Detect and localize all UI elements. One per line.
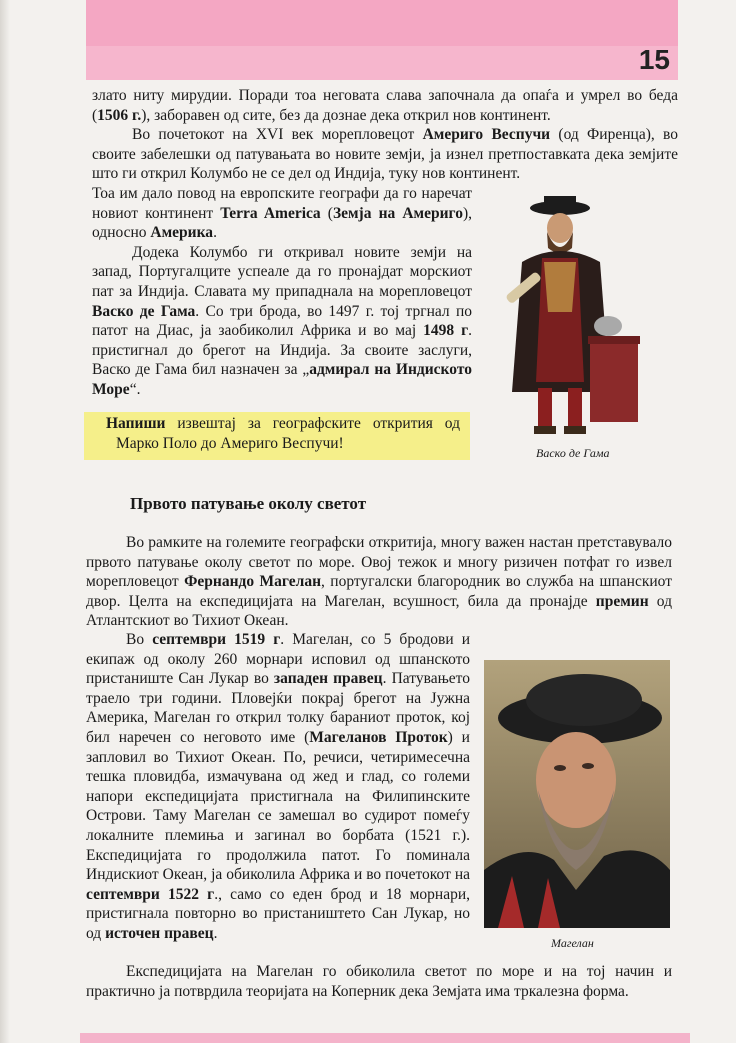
bold-term: Фернандо Магелан	[184, 573, 322, 591]
text-run: Во	[126, 631, 153, 648]
bold-term: Васко де Гама	[92, 302, 196, 320]
text-run: од Атлантскиот во Тихиот Океан.	[86, 592, 672, 630]
text-run: ., само со еден брод и 18 морнари, пристигнала повторно во пристаништето Сан Лукар, но од	[86, 885, 470, 942]
text-run: ) и запловил во Тихиот Океан. По, речиси, четиримесечна тешка пловидба, измачувана од жед и глад, со големи напори експедицијата пристигнала на Филипинските Острови. Таму Магелан се замешал во судирот помеѓу локалните племиња и загинал во борбата (1521 г.). Експедицијата го продолжила патот. Го поминала Индискиот Океан, ја обиколила Африка и во почетокот на	[86, 728, 470, 884]
magellan-portrait	[484, 660, 670, 928]
text-run: Тоа им дало повод на европските географи да го наречат новиот континент	[92, 185, 472, 222]
paragraph-columbus-end	[92, 86, 678, 184]
text-run: . Магелан, со 5 бродови и екипаж од околу 260 морнари исповил од шпанското пристаниште Сан Лукар во	[86, 631, 471, 688]
bold-term: 1506 г.	[97, 106, 142, 124]
text-run: . Патувањето траело три години. Пловејќи покрај брегот на Јужна Америка, Магелан го открил толку бараниот проток, кој бил наречен со неговото име (	[86, 670, 470, 746]
bold-term: Америго Веспучи	[422, 126, 551, 144]
vasco-da-gama-portrait	[492, 192, 642, 438]
text-run: . пристигнал до брегот на Индија. За своите заслуги, Васко де Гама бил назначен за „	[92, 322, 472, 379]
bold-term: септември 1519 г	[152, 631, 281, 648]
paragraph-conclusion	[86, 962, 672, 1001]
section-title: Првото патување околу светот	[130, 494, 367, 513]
portrait-caption-vasco: Васко де Гама	[536, 446, 610, 460]
text-run: Во рамките на големите географски откритија, многу важен настан претставувало првото патување околу светот по море. Овој тежок и многу ризичен потфат го извел морепловецот	[86, 534, 672, 591]
task-note-highlight	[84, 412, 470, 460]
paragraph-vespucci	[92, 125, 678, 184]
text-run: .	[213, 224, 217, 242]
paragraph-vasco-da-gama	[92, 243, 472, 400]
bold-term: Напиши	[106, 415, 166, 432]
paragraph-magellan-voyage	[86, 630, 470, 944]
bold-term: премин	[595, 592, 649, 610]
footer-band	[80, 1033, 690, 1043]
text-run: ), односно	[92, 204, 472, 242]
text-run: (од Фиренца), во своите забелешки од патувањата во новите земји, ја изнел претпоставката дека земјите што ги открил Колумбо не се дел од Индија, туку нов континент.	[92, 126, 678, 183]
bold-term: адмирал на Индиското Море	[92, 361, 472, 398]
text-run: Во почетокот на XVI век морепловецот	[132, 126, 423, 144]
text-run: (	[320, 204, 333, 222]
bold-term: септември 1522 г	[86, 885, 215, 903]
paragraph-first-voyage	[86, 533, 672, 631]
paragraph-text	[86, 962, 672, 1001]
task-note-text	[84, 414, 470, 453]
paragraph-text	[92, 184, 472, 243]
paragraph-text	[86, 630, 470, 944]
text-run: Додека Колумбо ги откривал новите земји на запад, Португалците успеале да го пронајдат морскиот пат за Индија. Славата му припаднала на морепловецот	[92, 243, 472, 300]
bold-term: Магеланов Проток	[309, 728, 448, 746]
text-run: “.	[129, 380, 141, 398]
paragraph-text	[92, 86, 678, 125]
bold-term: Америка	[150, 224, 214, 242]
bold-term: западен правец	[273, 670, 383, 688]
page-edge	[0, 0, 10, 1043]
text-run: , португалски благородник во служба на шпанскиот двор. Целта на експедицијата на Магелан, всушност, била да пронајде	[86, 573, 672, 610]
bold-term: источен правец	[105, 924, 214, 942]
bold-term: Земја на Америго	[332, 204, 463, 222]
portrait-caption-magellan: Магелан	[551, 936, 594, 950]
text-run: ), заборавен од сите, без да дознае дека открил нов континент.	[141, 106, 551, 124]
bold-term: 1498 г	[423, 322, 469, 340]
paragraph-america-name	[92, 184, 472, 400]
text-run: Експедицијата на Магелан го обиколила светот по море и на тој начин и практично ја потврдила теоријата на Коперник дека Земјата има тркалезна форма.	[86, 963, 672, 1000]
bold-term: Terra America	[220, 204, 321, 222]
paragraph-text	[86, 533, 672, 631]
text-run: злато ниту мирудии. Поради тоа неговата слава започнала да опаѓа и умрел во беда (	[92, 87, 678, 124]
page-number: 15	[638, 44, 670, 75]
text-run: извештај за географските открития од Марко Поло до Америго Веспучи!	[116, 415, 460, 452]
header-band-lower	[86, 46, 678, 80]
text-run: . Со три брода, во 1497 г. тој тргнал по патот на Диас, ја заобиколил Африка и во мај	[92, 302, 472, 340]
text-run: .	[213, 924, 218, 942]
header-band	[86, 0, 678, 46]
